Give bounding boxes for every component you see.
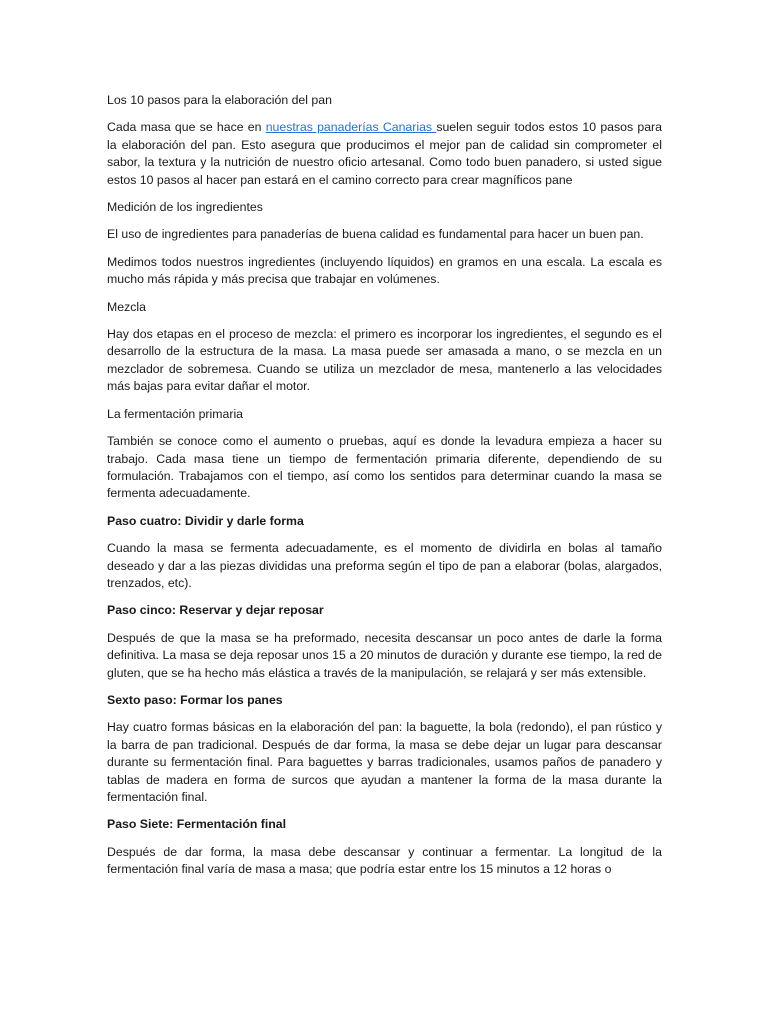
section-heading-paso-siete: Paso Siete: Fermentación final <box>107 817 287 832</box>
section-heading-paso-cuatro: Paso cuatro: Dividir y darle forma <box>107 513 304 528</box>
panaderias-canarias-link[interactable]: nuestras panaderías Canarias <box>265 120 437 135</box>
section-heading-fermentacion-primaria: La fermentación primaria <box>107 406 244 421</box>
section-heading-mezcla: Mezcla <box>107 299 146 314</box>
section-heading-medicion: Medición de los ingredientes <box>107 200 263 215</box>
section-paragraph: El uso de ingredientes para panaderías de buena calidad es fundamental para hacer un buen pan. <box>107 227 644 242</box>
section-paragraph: Después de dar forma, la masa debe descansar y continuar a fermentar. La longitud de la fermentación final varía de masa a masa; que podría estar entre los 15 minutos a 12 horas o <box>107 844 662 877</box>
section-paragraph: Cuando la masa se fermenta adecuadamente, es el momento de dividirla en bolas al tamaño deseado y dar a las piezas divididas una preforma según el tipo de pan a elaborar (bolas, alargados, trenzados, etc). <box>107 541 662 590</box>
intro-paragraph <box>107 119 662 189</box>
section-paragraph: Hay cuatro formas básicas en la elaboración del pan: la baguette, la bola (redondo), el pan rústico y la barra de pan tradicional. Después de dar forma, la masa se debe dejar un lugar para descansar durante su fermentación final. Para baguettes y barras tradicionales, usamos paños de panadero y tablas de madera en forma de surcos que ayudan a mantener la forma de la masa durante la fermentación final. <box>107 720 662 804</box>
section-paragraph: Hay dos etapas en el proceso de mezcla: el primero es incorporar los ingredientes, el segundo es el desarrollo de la estructura de la masa. La masa puede ser amasada a mano, o se mezcla en un mezclador de sobremesa. Cuando se utiliza un mezclador de mesa, mantenerlo a las velocidades más bajas para evitar dañar el motor. <box>107 327 662 394</box>
intro-text-before-link: Cada masa que se hace en <box>107 120 266 135</box>
section-paragraph: También se conoce como el aumento o pruebas, aquí es donde la levadura empieza a hacer su trabajo. Cada masa tiene un tiempo de fermentación primaria diferente, dependiendo de su formulación. Trabajamos con el tiempo, así como los sentidos para determinar cuando la masa se fermenta adecuadamente. <box>107 434 662 501</box>
document-title: Los 10 pasos para la elaboración del pan <box>107 93 332 107</box>
intro-text-after-link: suelen seguir todos estos 10 pasos para la elaboración del pan. Esto asegura que producimos el mejor pan de calidad sin comprometer el sabor, la textura y la nutrición de nuestro oficio artesanal. Como todo buen panadero, si usted sigue estos 10 pasos al hacer pan estará en el camino correcto para crear magníficos pane <box>107 120 662 187</box>
section-paragraph: Medimos todos nuestros ingredientes (incluyendo líquidos) en gramos en una escala. La escala es mucho más rápida y más precisa que trabajar en volúmenes. <box>107 254 662 287</box>
section-heading-paso-cinco: Paso cinco: Reservar y dejar reposar <box>107 603 324 618</box>
section-heading-sexto-paso: Sexto paso: Formar los panes <box>107 692 283 707</box>
section-paragraph: Después de que la masa se ha preformado, necesita descansar un poco antes de darle la forma definitiva. La masa se deja reposar unos 15 a 20 minutos de duración y durante ese tiempo, la red de gluten, que se ha hecho más elástica a través de la manipulación, se relajará y ser más extensible. <box>107 630 662 680</box>
